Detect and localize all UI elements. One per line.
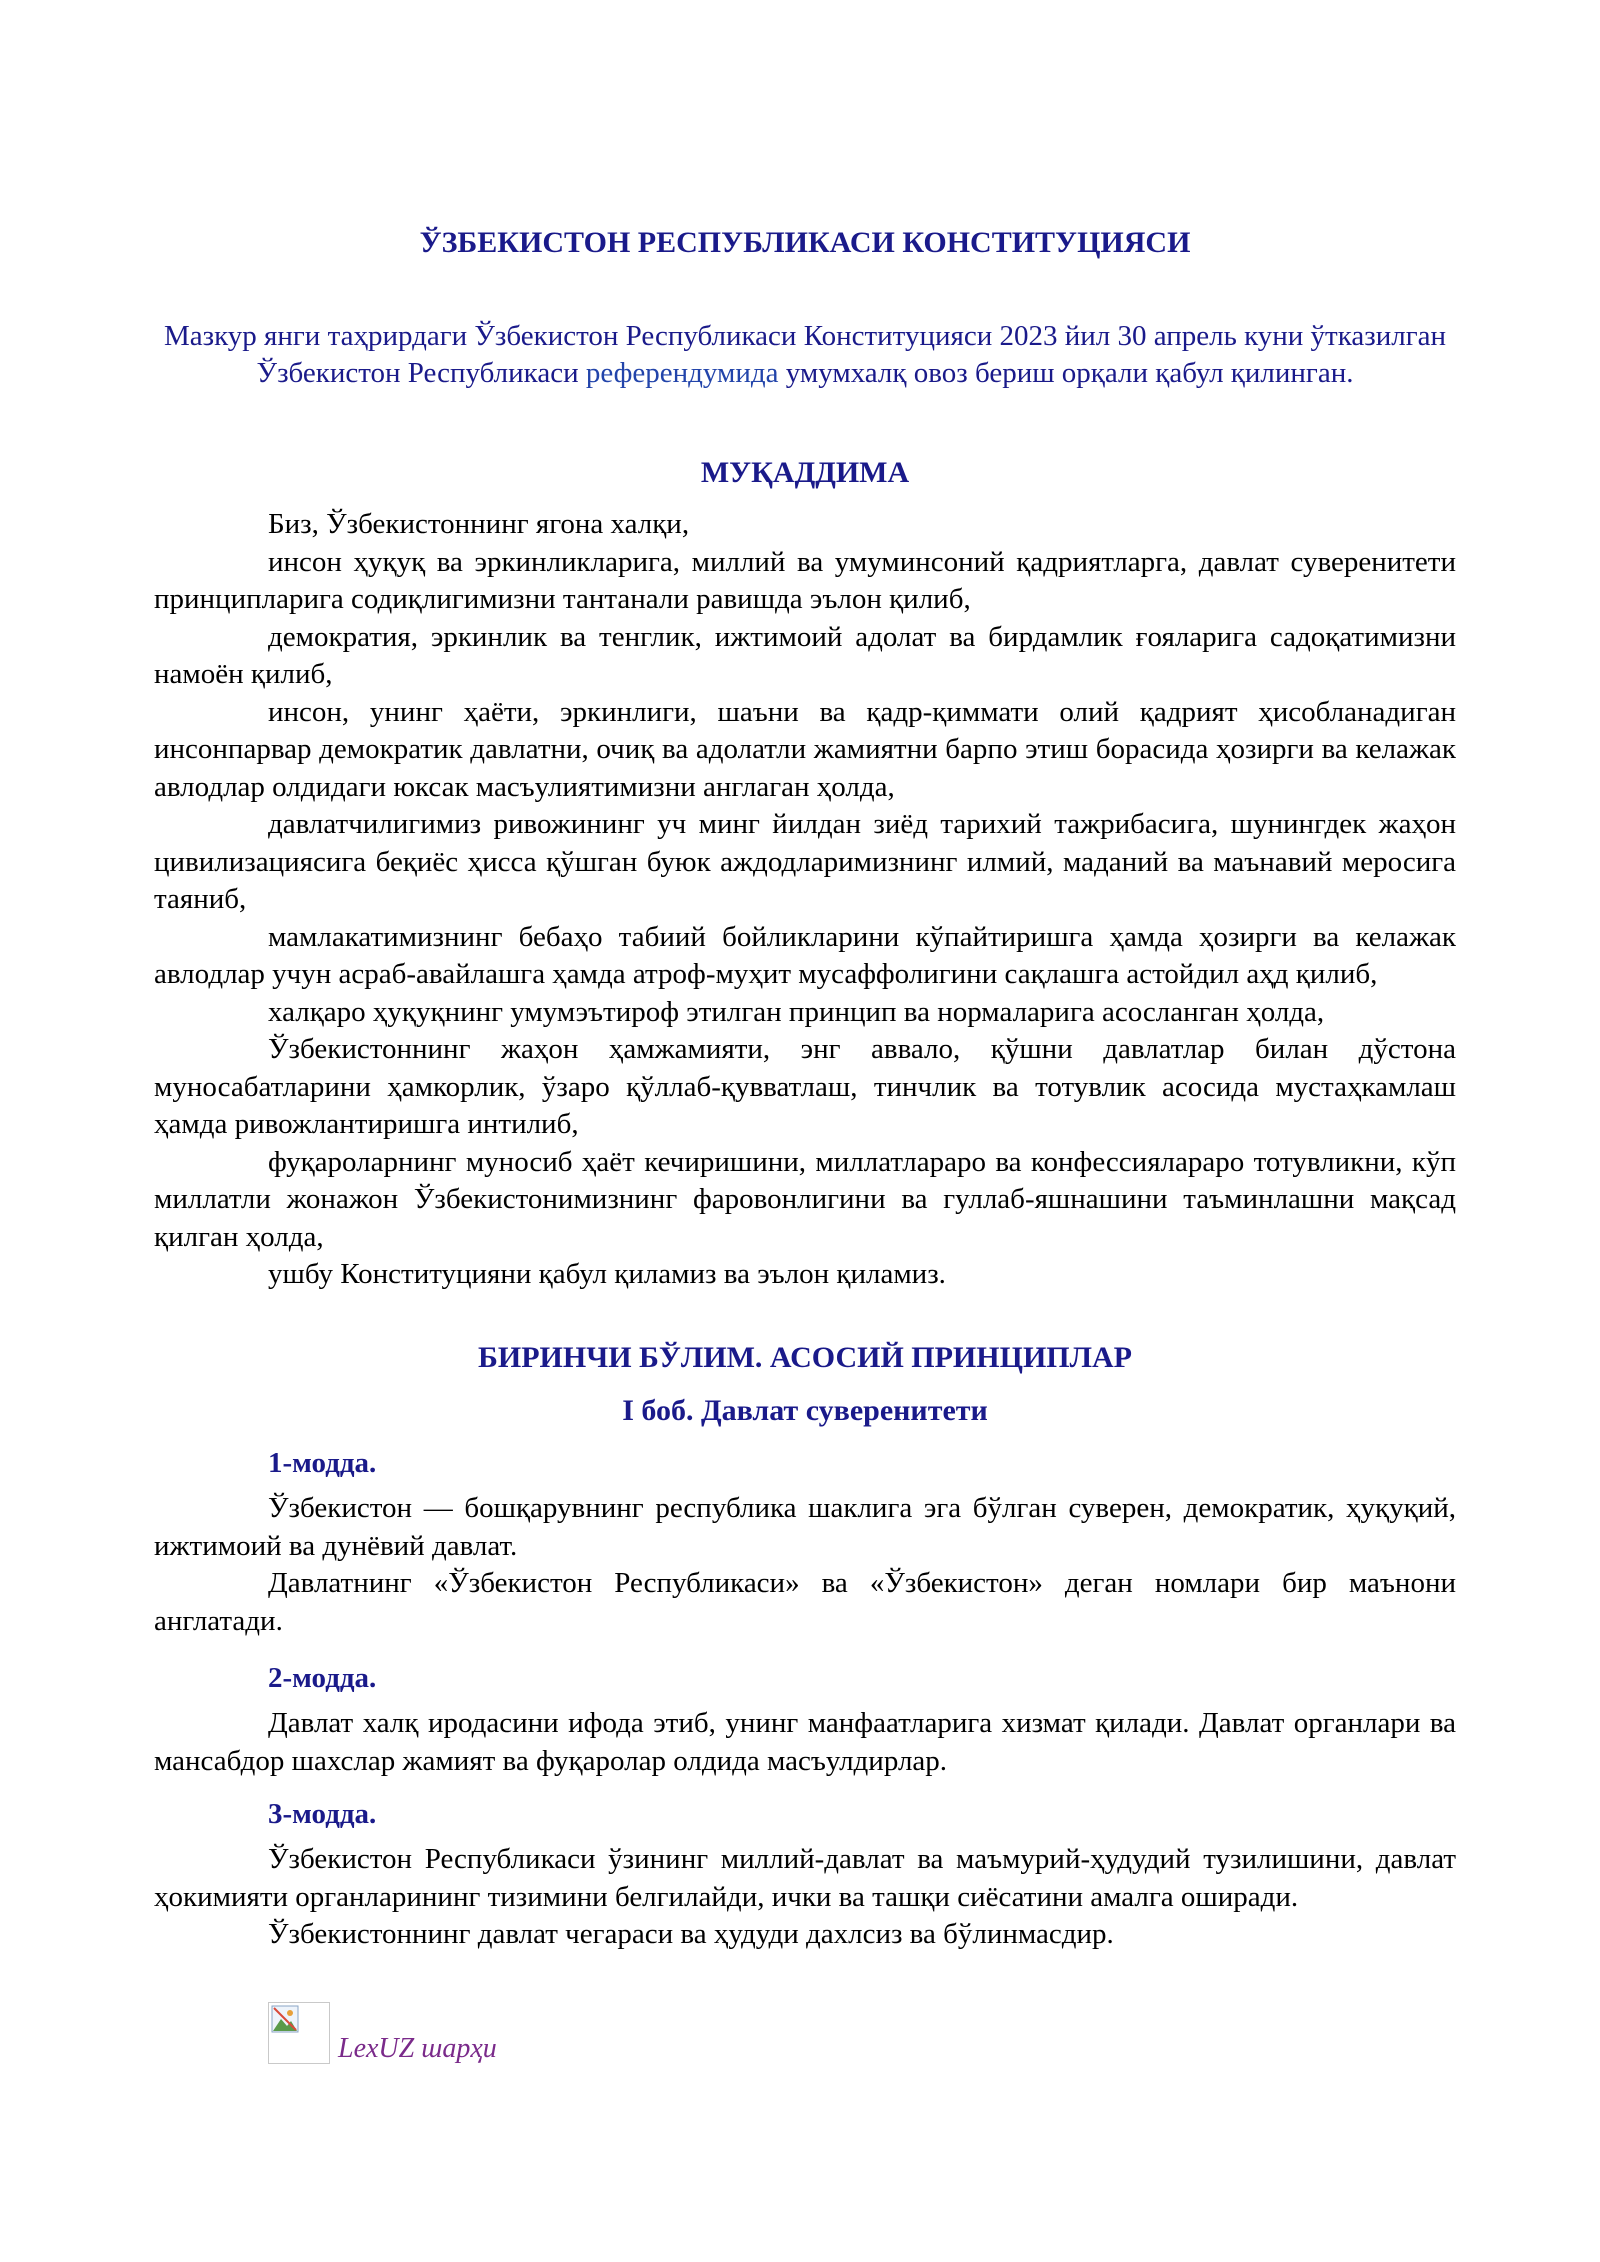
article-1	[154, 1445, 1456, 1640]
preamble-paragraph: инсон ҳуқуқ ва эркинликларига, миллий ва умуминсоний қадриятларга, давлат суверенитети принципларига содиқлигимизни тантанали равишда эълон қилиб,	[154, 545, 1456, 615]
preamble-heading: МУҚАДДИМА	[700, 456, 910, 489]
article-paragraph: Давлат халқ иродасини ифода этиб, унинг манфаатларига хизмат қилади. Давлат органлари ва мансабдор шахслар жамият ва фуқаролар олдида масъулдирлар.	[154, 1707, 1456, 1777]
preamble-paragraph: Ўзбекистоннинг жаҳон ҳамжамияти, энг аввало, қўшни давлатлар билан дўстона муносабатларини ҳамкорлик, ўзаро қўллаб-қувватлаш, тинчлик ва тотувлик асосида мустаҳкамлаш ҳамда ривожлантиришга интилиб,	[154, 1033, 1456, 1140]
preamble-paragraph: Биз, Ўзбекистоннинг ягона халқи,	[268, 508, 690, 540]
article-title: 1-модда.	[268, 1447, 377, 1479]
adoption-note	[154, 318, 1456, 392]
article-paragraph: Ўзбекистон Республикаси ўзининг миллий-давлат ва маъмурий-ҳудудий тузилишини, давлат ҳокимияти органларининг тизимини белгилайди, ички ва ташқи сиёсатини амалга оширади.	[154, 1843, 1456, 1913]
preamble-paragraph: фуқароларнинг муносиб ҳаёт кечиришини, миллатлараро ва конфессиялараро тотувликни, кўп миллатли жонажон Ўзбекистонимизнинг фаровонлигини ва гуллаб-яшнашини таъминлашни мақсад қилган ҳолда,	[154, 1145, 1456, 1253]
article-title: 2-модда.	[268, 1662, 377, 1694]
broken-image-icon	[268, 2002, 330, 2064]
preamble-paragraph: демократия, эркинлик ва тенглик, ижтимоий адолат ва бирдамлик ғояларига садоқатимизни намоён қилиб,	[154, 620, 1456, 690]
adoption-note-text-end: умумхалқ овоз бериш орқали қабул қилинган.	[778, 357, 1354, 389]
document-title: ЎЗБЕКИСТОН РЕСПУБЛИКАСИ КОНСТИТУЦИЯСИ	[419, 226, 1191, 259]
article-paragraph: Ўзбекистоннинг давлат чегараси ва ҳудуди дахлсиз ва бўлинмасдир.	[268, 1918, 1114, 1950]
article-2	[154, 1660, 1456, 1780]
article-title: 3-модда.	[268, 1798, 377, 1830]
lexuz-commentary-link[interactable]: LexUZ шарҳи	[338, 2033, 497, 2064]
preamble-paragraph: давлатчилигимиз ривожининг уч минг йилдан зиёд тарихий тажрибасига, шунингдек жаҳон цивилизациясига беқиёс ҳисса қўшган буюк аждодларимизнинг илмий, маданий ва маънавий меросига таяниб,	[154, 808, 1456, 915]
preamble-paragraph: ушбу Конституцияни қабул қиламиз ва эълон қиламиз.	[268, 1258, 946, 1290]
referendum-link[interactable]: референдумида	[585, 357, 779, 389]
article-3	[154, 1796, 1456, 1954]
article-paragraph: Ўзбекистон — бошқарувнинг республика шаклига эга бўлган суверен, демократик, ҳуқуқий, ижтимоий ва дунёвий давлат.	[154, 1492, 1456, 1562]
preamble-paragraph: халқаро ҳуқуқнинг умумэътироф этилган принцип ва нормаларига асосланган ҳолда,	[268, 995, 1325, 1028]
part-heading: БИРИНЧИ БЎЛИМ. АСОСИЙ ПРИНЦИПЛАР	[478, 1341, 1132, 1374]
preamble-paragraph: мамлакатимизнинг бебаҳо табиий бойликларини кўпайтиришга ҳамда ҳозирги ва келажак авлодлар учун асраб-авайлашга ҳамда атроф-муҳит мусаффолигини сақлашга астойдил аҳд қилиб,	[154, 920, 1456, 990]
lexuz-commentary[interactable]	[268, 1998, 497, 2064]
preamble-paragraph: инсон, унинг ҳаёти, эркинлиги, шаъни ва қадр-қиммати олий қадрият ҳисобланадиган инсонпарвар демократик давлатни, очиқ ва адолатли жамиятни барпо этиш борасида ҳозирги ва келажак авлодлар олдидаги юксак масъулиятимизни англаган ҳолда,	[154, 695, 1456, 803]
preamble	[154, 506, 1456, 1294]
article-paragraph: Давлатнинг «Ўзбекистон Республикаси» ва «Ўзбекистон» деган номлари бир маънони англатади.	[154, 1567, 1456, 1637]
chapter-heading: I боб. Давлат суверенитети	[622, 1394, 988, 1427]
adoption-note-text-start: Мазкур янги таҳрирдаги Ўзбекистон Республикаси Конституцияси 2023 йил 30 апрель куни ўтказилган Ўзбекистон Республикаси	[164, 320, 1446, 389]
